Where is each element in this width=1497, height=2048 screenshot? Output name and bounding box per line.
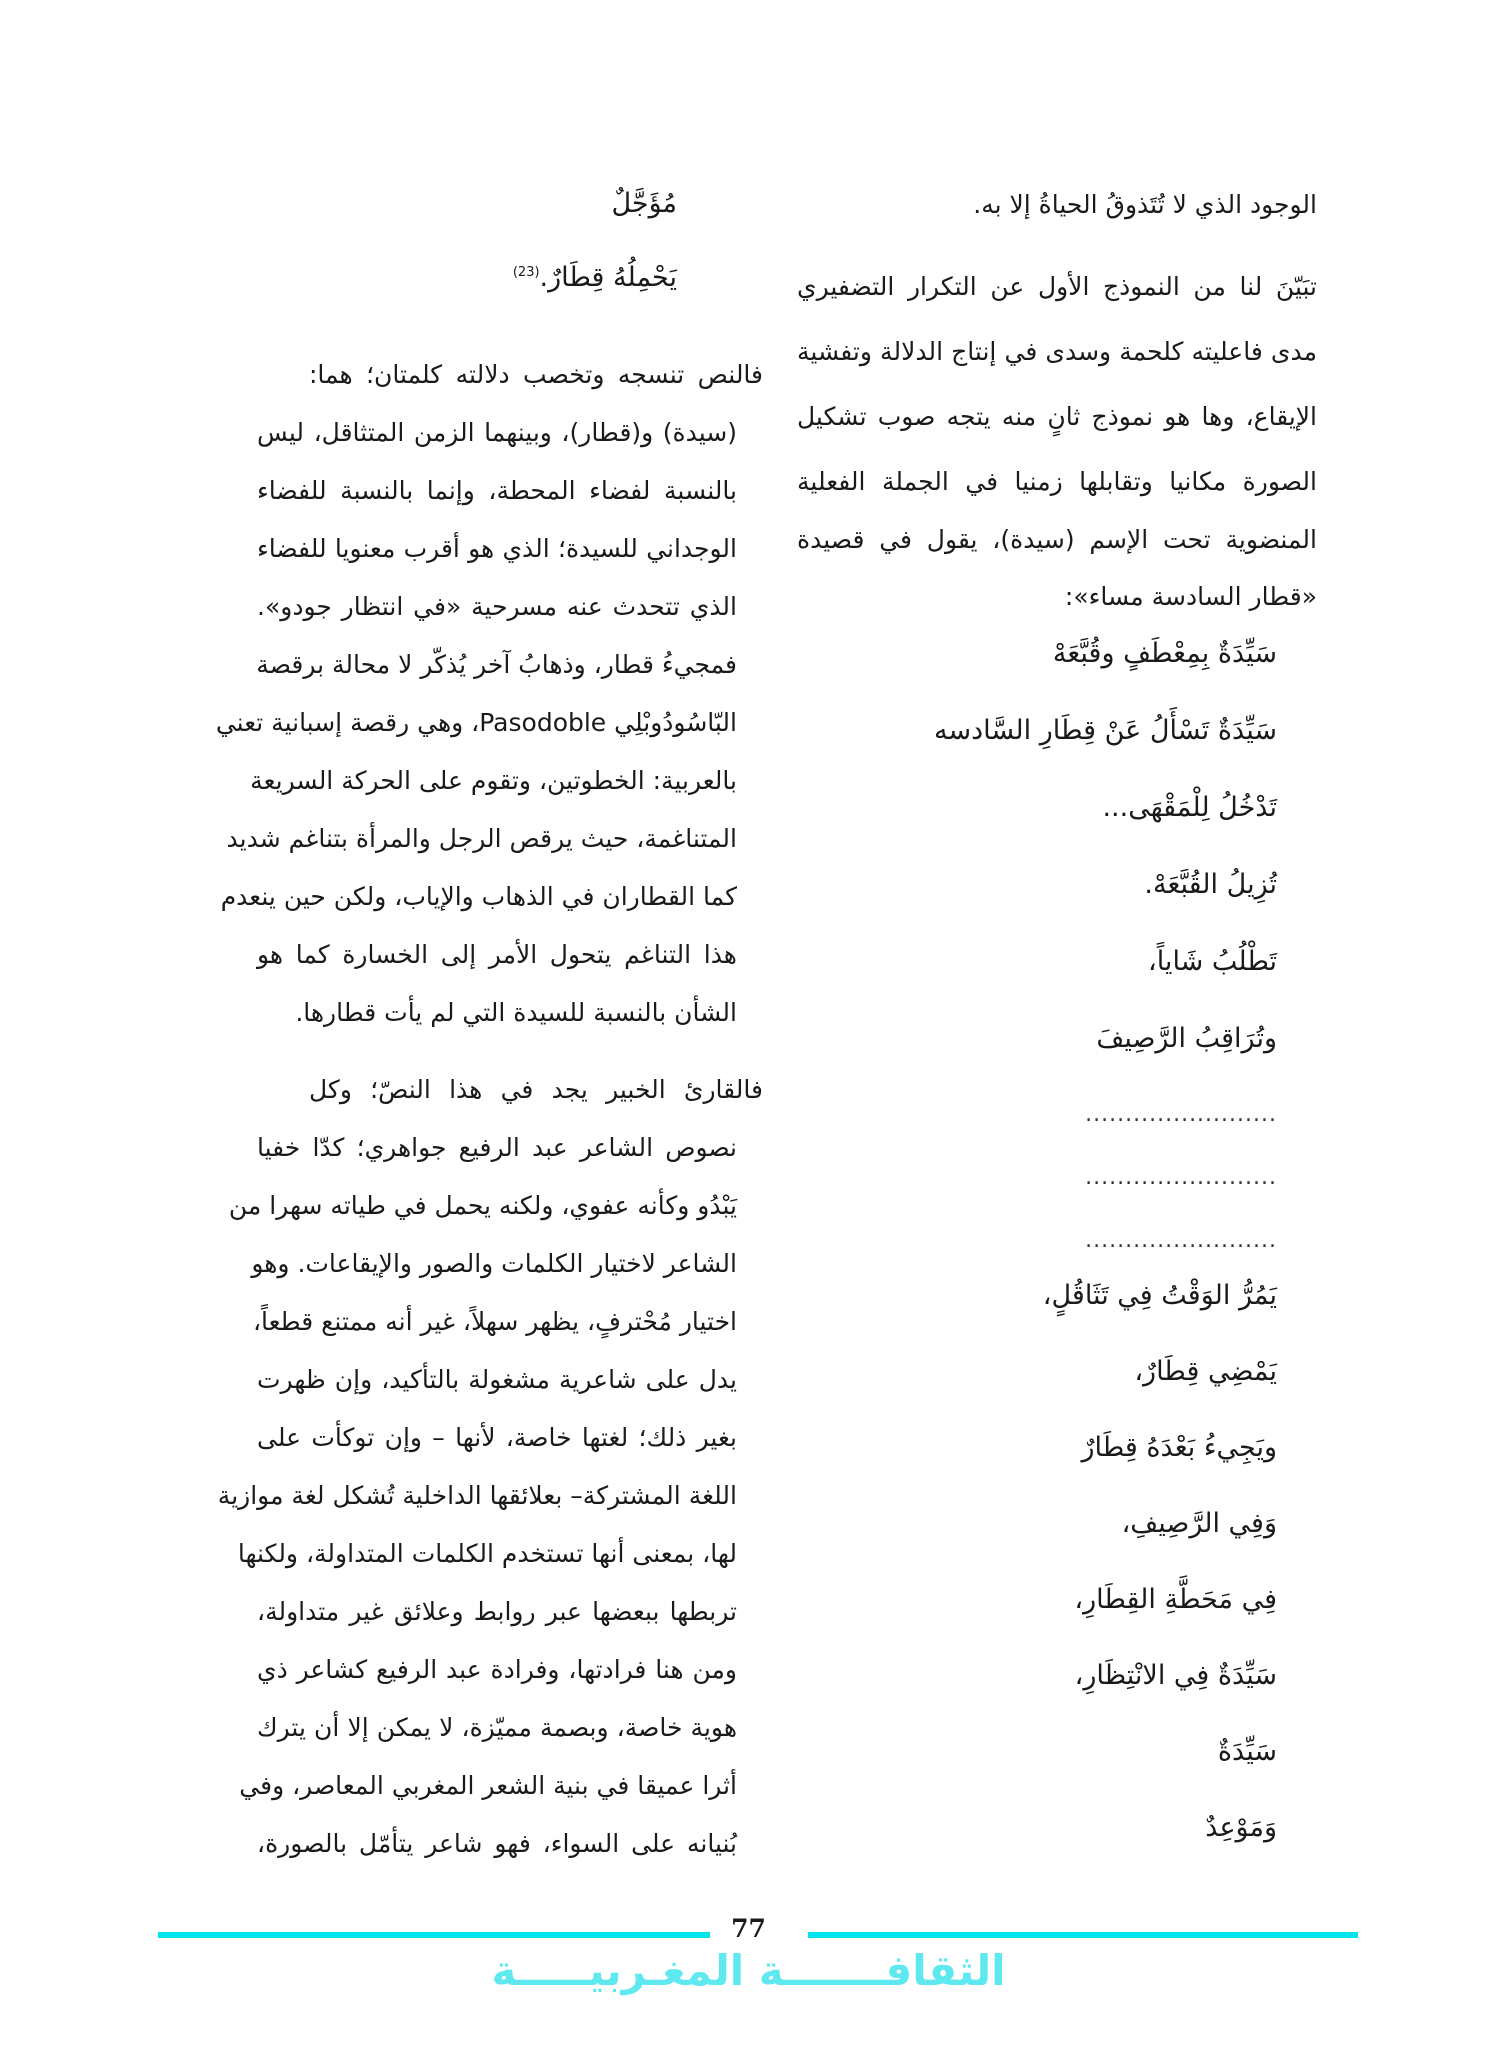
verse-line: تَطْلُبُ شَاياً، (1147, 946, 1277, 977)
verse-line: مُؤَجَّلٌ (611, 188, 677, 219)
footnote-reference: (23) (512, 265, 540, 280)
paragraph-line: «قطار السادسة مساء»: (1064, 582, 1317, 611)
paragraph-line: الشأن بالنسبة للسيدة التي لم يأت قطارها. (295, 998, 737, 1027)
paragraph-line: البّاسُودُوبْلِي Pasodoble، وهي رقصة إسبانية تعني (215, 708, 737, 737)
paragraph-line: تبَيّنَ لنا من النموذج الأول عن التكرار التضفيري (797, 272, 1317, 301)
ellipsis-line: ........................ (1085, 1102, 1277, 1127)
verse-line: سَيِّدَةٌ بِمِعْطَفٍ وقُبَّعَهْ (1052, 638, 1277, 669)
paragraph-line: الوجداني للسيدة؛ الذي هو أقرب معنويا للفضاء (257, 534, 737, 563)
verse-line (513, 262, 677, 293)
paragraph-line: اللغة المشتركة– بعلائقها الداخلية تُشكل لغة موازية (217, 1481, 737, 1510)
verse-line: سَيِّدَةٌ فِي الانْتِظَارِ، (1074, 1660, 1277, 1691)
verse-line: يَمُرُّ الوَقْتُ فِي تَثَاقُلٍ، (1042, 1280, 1277, 1311)
paragraph-line: الإيقاع، وها هو نموذج ثانٍ منه يتجه صوب تشكيل (797, 402, 1317, 431)
paragraph-line: هذا التناغم يتحول الأمر إلى الخسارة كما هو (257, 940, 737, 969)
paragraph-line: فالقارئ الخبير يجد في هذا النصّ؛ وكل (309, 1075, 763, 1104)
paragraph-line: يَبْدُو وكأنه عفوي، ولكنه يحمل في طياته سهرا من (228, 1191, 737, 1220)
paragraph-line: المنضوية تحت الإسم (سيدة)، يقول في قصيدة (797, 525, 1317, 554)
paragraph-line: اختيار مُحْترفٍ، يظهر سهلاً، غير أنه ممتنع قطعاً، (252, 1307, 737, 1336)
paragraph-line: لها، بمعنى أنها تستخدم الكلمات المتداولة، ولكنها (237, 1539, 737, 1568)
verse-line: يَمْضِي قِطَارٌ، (1134, 1356, 1277, 1387)
paragraph-line: كما القطاران في الذهاب والإياب، ولكن حين ينعدم (220, 882, 737, 911)
verse-line: وتُرَاقِبُ الرَّصِيفَ (1096, 1023, 1277, 1054)
verse-line: تَدْخُلُ لِلْمَقْهَى... (1102, 792, 1277, 823)
paragraph-line: نصوص الشاعر عبد الرفيع جواهري؛ كدّا خفيا (257, 1133, 737, 1162)
paragraph-line: تربطها ببعضها عبر روابط وعلائق غير متداولة، (257, 1597, 737, 1626)
paragraph-line: بغير ذلك؛ لغتها خاصة، لأنها – وإن توكأت على (257, 1423, 737, 1452)
verse-text: يَحْمِلُهُ قِطَارٌ. (539, 262, 677, 293)
paragraph-line: فمجيءُ قطار، وذهابُ آخر يُذكّر لا محالة برقصة (256, 650, 737, 679)
ellipsis-line: ........................ (1085, 1165, 1277, 1190)
paragraph-line: بالنسبة لفضاء المحطة، وإنما بالنسبة للفضاء (257, 476, 737, 505)
paragraph-line: يدل على شاعرية مشغولة بالتأكيد، وإن ظهرت (257, 1365, 737, 1394)
paragraph-line: (سيدة) و(قطار)، وبينهما الزمن المتثاقل، ليس (257, 418, 737, 447)
paragraph-line: المتناغمة، حيث يرقص الرجل والمرأة بتناغم شديد (226, 824, 737, 853)
verse-line: وَفِي الرَّصِيفِ، (1121, 1508, 1277, 1539)
page-number: 77 (731, 1914, 766, 1943)
paragraph-line: فالنص تنسجه وتخصب دلالته كلمتان؛ هما: (309, 360, 763, 389)
verse-line: وَمَوْعِدٌ (1205, 1812, 1277, 1843)
verse-line: ويَجِيءُ بَعْدَهُ قِطَارٌ (1081, 1432, 1277, 1463)
verse-line: تُزِيلُ القُبَّعَهْ. (1144, 869, 1277, 900)
magazine-name: الثقافـــــــة المغـربيـــــة (491, 1946, 1006, 1995)
paragraph-line: الشاعر لاختيار الكلمات والصور والإيقاعات. وهو (251, 1249, 737, 1278)
paragraph-line: الصورة مكانيا وتقابلها زمنيا في الجملة الفعلية (797, 467, 1317, 496)
verse-line: فِي مَحَطَّةِ القِطَارِ، (1074, 1584, 1277, 1615)
ellipsis-line: ........................ (1085, 1228, 1277, 1253)
paragraph-line: الذي تتحدث عنه مسرحية «في انتظار جودو». (257, 592, 737, 621)
paragraph-line: الوجود الذي لا تُتَذوقُ الحياةُ إلا به. (973, 190, 1317, 219)
paragraph-line: بُنيانه على السواء، فهو شاعر يتأمّل بالصورة، (257, 1829, 737, 1858)
paragraph-line: ومن هنا فرادتها، وفرادة عبد الرفيع كشاعر ذي (257, 1655, 737, 1684)
paragraph-line: أثرا عميقا في بنية الشعر المغربي المعاصر، وفي (239, 1771, 737, 1800)
paragraph-line: بالعربية: الخطوتين، وتقوم على الحركة السريعة (250, 766, 737, 795)
paragraph-line: مدى فاعليته كلحمة وسدى في إنتاج الدلالة وتفشية (797, 337, 1317, 366)
verse-line: سَيِّدَةٌ (1217, 1736, 1277, 1767)
verse-line: سَيِّدَةٌ تَسْأَلُ عَنْ قِطَارِ السَّادسه (933, 715, 1277, 746)
paragraph-line: هوية خاصة، وبصمة مميّزة، لا يمكن إلا أن يترك (257, 1713, 737, 1742)
